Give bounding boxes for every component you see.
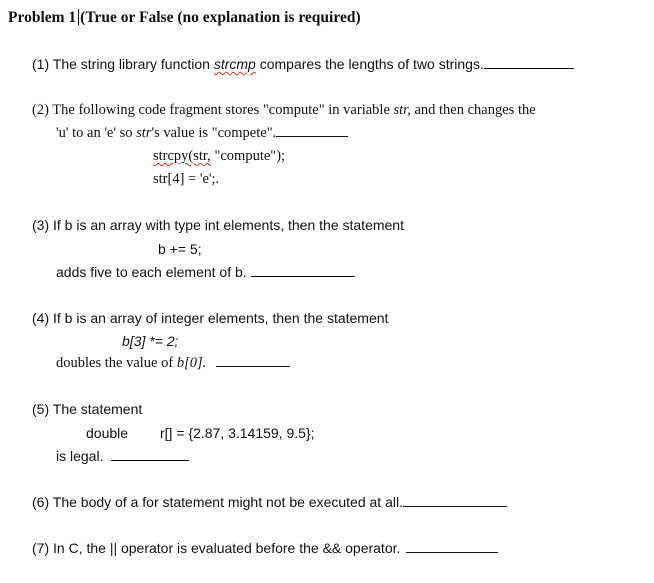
code-line [158, 240, 202, 258]
answer-blank[interactable] [111, 448, 189, 461]
code-line [122, 332, 178, 350]
answer-blank[interactable] [403, 494, 507, 507]
code-function: strcpy(str, [153, 148, 211, 164]
question-text: adds five to each element of b. [56, 264, 247, 280]
question-number: (7) [32, 540, 50, 556]
question-text: 's value is "compete". [151, 125, 277, 141]
question-number: (4) [32, 310, 50, 326]
variable-name: str, [393, 102, 411, 118]
question-2-line-2 [56, 124, 348, 142]
question-5-line-1 [32, 400, 142, 418]
answer-blank[interactable] [484, 56, 574, 69]
variable-name: str [136, 125, 152, 141]
question-4-line-2 [56, 354, 290, 372]
question-6 [32, 493, 507, 511]
question-number: (6) [32, 494, 50, 510]
answer-blank[interactable] [276, 124, 348, 137]
code-line [160, 424, 315, 442]
problem-instructions: True or False (no explanation is required) [85, 9, 361, 26]
question-text: The following code fragment stores "compute" in variable [52, 102, 390, 118]
code-text: str[4] = 'e';. [153, 171, 220, 187]
question-number: (2) [32, 102, 49, 118]
question-text: doubles the value of [56, 355, 174, 371]
question-text: The body of a for statement might not be executed at all. [52, 494, 403, 510]
question-2-line-1 [32, 101, 536, 119]
question-text: compares the lengths of two strings. [259, 56, 484, 72]
question-3-line-1 [32, 216, 404, 234]
question-text: and then changes the [414, 102, 536, 118]
variable-name: b[0]. [176, 355, 207, 371]
question-text: The string library function [52, 56, 210, 72]
answer-blank[interactable] [251, 264, 355, 277]
question-number: (5) [32, 401, 50, 417]
question-3-line-2 [56, 263, 355, 281]
answer-blank[interactable] [406, 540, 498, 553]
question-5-line-2 [56, 447, 189, 465]
question-text: In C, the || operator is evaluated before the && operator. [53, 540, 401, 556]
answer-blank[interactable] [216, 354, 290, 367]
question-text: is legal. [56, 448, 104, 464]
question-text: If b is an array of integer elements, then the statement [53, 310, 389, 326]
function-name: strcmp [213, 56, 256, 72]
question-number: (1) [32, 56, 50, 72]
problem-label: Problem 1 [8, 9, 77, 26]
question-4-line-1 [32, 309, 388, 327]
question-text: 'u' to an 'e' so [56, 125, 133, 141]
code-text: b += 5; [158, 241, 202, 257]
question-text: The statement [52, 401, 143, 417]
header-paren: ( [80, 9, 86, 26]
code-line [153, 147, 285, 165]
code-text: "compute"); [214, 148, 286, 164]
problem-header [8, 9, 361, 27]
code-text: double [86, 425, 129, 441]
code-type [86, 424, 128, 442]
code-text: r[] = {2.87, 3.14159, 9.5}; [160, 425, 315, 441]
question-number: (3) [32, 217, 50, 233]
code-line [153, 170, 219, 188]
code-text: b[3] *= 2; [122, 333, 179, 349]
question-1 [32, 55, 574, 73]
question-7 [32, 539, 498, 557]
question-text: If b is an array with type int elements, then the statement [53, 217, 404, 233]
